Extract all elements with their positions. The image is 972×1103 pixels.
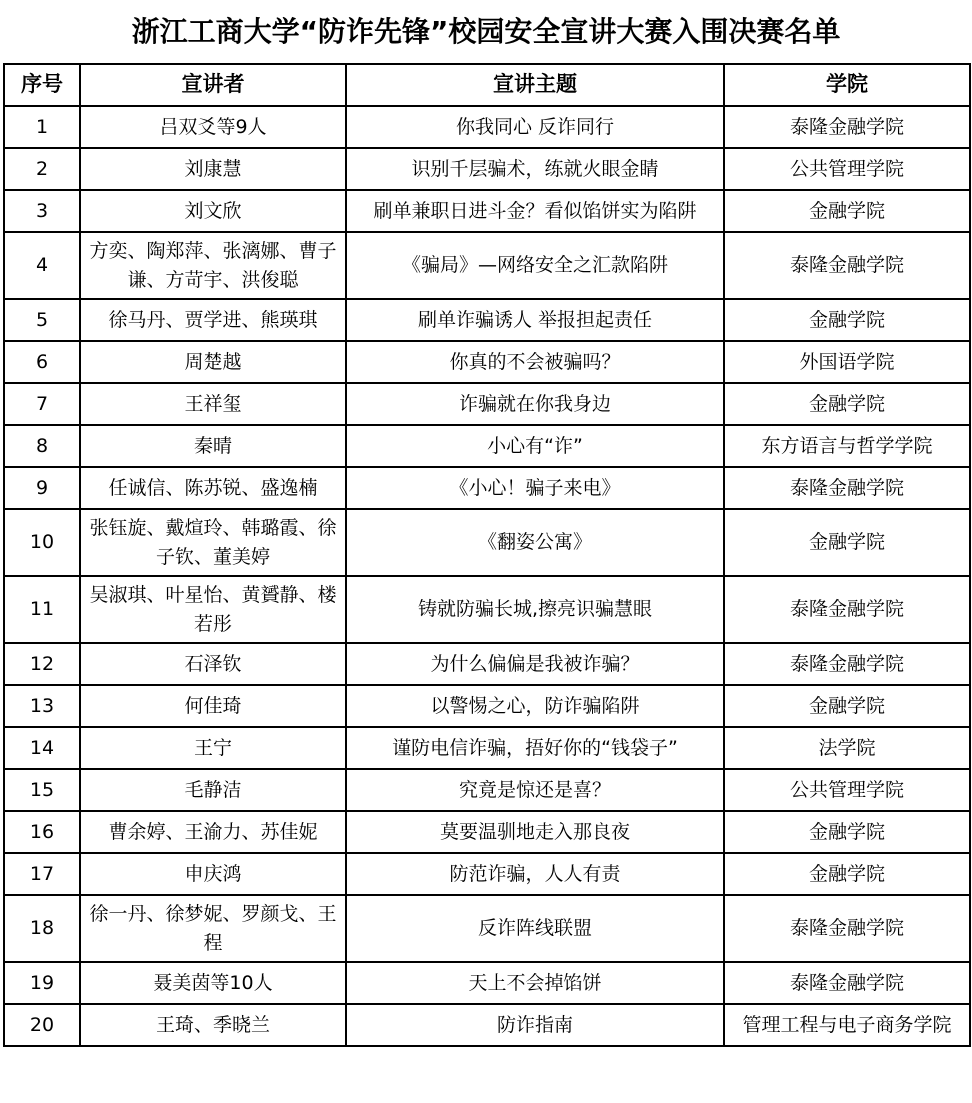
cell-speaker [80,106,346,148]
cell-college [724,383,970,425]
cell-topic-text: 谨防电信诈骗，捂好你的“钱袋子” [392,736,678,759]
cell-speaker [80,509,346,576]
cell-index [4,576,80,643]
cell-college-text: 泰隆金融学院 [789,652,904,675]
cell-index [4,106,80,148]
cell-topic [346,727,724,769]
cell-topic [346,299,724,341]
cell-speaker-text: 刘文欣 [184,199,242,222]
cell-topic [346,1004,724,1046]
cell-topic [346,643,724,685]
cell-speaker [80,727,346,769]
table-row [4,106,970,148]
cell-college-text: 管理工程与电子商务学院 [742,1013,952,1036]
cell-speaker-text: 申庆鸿 [184,862,242,885]
cell-college [724,232,970,299]
cell-topic [346,509,724,576]
cell-speaker-text: 何佳琦 [184,694,242,717]
cell-topic-text: 诈骗就在你我身边 [458,392,611,415]
cell-topic [346,962,724,1004]
cell-topic-text: 防诈指南 [496,1013,573,1036]
cell-college [724,467,970,509]
cell-college [724,685,970,727]
cell-college-text: 金融学院 [808,392,885,415]
table-row [4,383,970,425]
cell-speaker [80,232,346,299]
cell-college-text: 泰隆金融学院 [789,971,904,994]
cell-college [724,853,970,895]
cell-topic-text: 识别千层骗术，练就火眼金睛 [411,157,659,180]
table-row [4,962,970,1004]
cell-topic [346,576,724,643]
cell-topic [346,383,724,425]
cell-topic [346,148,724,190]
cell-index-text: 20 [29,1013,55,1036]
cell-topic [346,769,724,811]
cell-speaker [80,685,346,727]
cell-speaker [80,811,346,853]
cell-index-text: 14 [29,736,55,759]
finalists-table [3,63,971,1047]
cell-speaker-text: 聂美茵等10人 [153,971,273,994]
cell-topic [346,425,724,467]
cell-speaker-text: 石泽钦 [184,652,242,675]
cell-index-text: 12 [29,652,55,675]
cell-speaker-text: 曹余婷、王渝力、苏佳妮 [108,820,318,843]
cell-college-text: 金融学院 [808,862,885,885]
cell-speaker [80,853,346,895]
cell-topic [346,190,724,232]
table-row [4,811,970,853]
cell-topic [346,685,724,727]
cell-index [4,643,80,685]
cell-college [724,299,970,341]
cell-index [4,299,80,341]
cell-index-text: 3 [35,199,49,222]
cell-college [724,895,970,962]
cell-speaker-text: 徐马丹、贾学进、熊瑛琪 [108,308,318,331]
cell-index-text: 1 [35,115,49,138]
cell-topic-text: 铸就防骗长城,擦亮识骗慧眼 [417,598,653,621]
cell-college [724,1004,970,1046]
cell-index [4,148,80,190]
cell-speaker [80,299,346,341]
cell-college-text: 东方语言与哲学学院 [761,434,933,457]
cell-college-text: 金融学院 [808,820,885,843]
cell-topic [346,106,724,148]
cell-college [724,425,970,467]
cell-college [724,769,970,811]
cell-index [4,232,80,299]
table-row [4,853,970,895]
cell-speaker [80,148,346,190]
cell-speaker-text: 张钰旋、戴煊玲、韩璐霞、徐子钦、董美婷 [89,517,337,568]
cell-speaker [80,643,346,685]
cell-topic-text: 以警惕之心，防诈骗陷阱 [430,694,640,717]
cell-college-text: 公共管理学院 [789,157,904,180]
cell-topic-text: 刷单兼职日进斗金？看似馅饼实为陷阱 [373,199,697,222]
cell-index-text: 11 [29,598,55,621]
cell-index [4,769,80,811]
cell-index [4,811,80,853]
cell-index-text: 13 [29,694,55,717]
cell-index [4,425,80,467]
page-title: 浙江工商大学“防诈先锋”校园安全宣讲大赛入围决赛名单 [131,15,841,48]
cell-college-text: 泰隆金融学院 [789,598,904,621]
cell-index [4,895,80,962]
cell-speaker-text: 吴淑琪、叶星怡、黄贇静、楼若彤 [89,584,337,635]
cell-college-text: 金融学院 [808,199,885,222]
cell-index-text: 18 [29,917,55,940]
cell-index [4,727,80,769]
table-row [4,425,970,467]
table-row [4,341,970,383]
cell-speaker [80,576,346,643]
column-header-topic: 宣讲主题 [346,64,724,106]
table-row [4,148,970,190]
cell-college [724,727,970,769]
cell-college-text: 金融学院 [808,694,885,717]
cell-college-text: 公共管理学院 [789,778,904,801]
cell-speaker-text: 王琦、季晓兰 [155,1013,270,1036]
cell-speaker-text: 秦晴 [193,434,232,457]
table-row [4,299,970,341]
cell-college [724,576,970,643]
cell-topic [346,811,724,853]
cell-college-text: 金融学院 [808,531,885,554]
cell-index [4,685,80,727]
cell-speaker [80,383,346,425]
cell-speaker [80,962,346,1004]
cell-topic-text: 反诈阵线联盟 [477,917,592,940]
cell-index-text: 15 [29,778,55,801]
cell-topic-text: 莫要温驯地走入那良夜 [439,820,630,843]
cell-topic-text: 《骗局》—网络安全之汇款陷阱 [401,254,668,277]
table-header-row [4,64,970,106]
table-row [4,769,970,811]
cell-college-text: 法学院 [818,736,876,759]
cell-index [4,509,80,576]
cell-topic-text: 小心有“诈” [487,434,583,457]
cell-college-text: 金融学院 [808,308,885,331]
cell-college-text: 外国语学院 [799,350,895,373]
cell-college-text: 泰隆金融学院 [789,917,904,940]
cell-index [4,962,80,1004]
table-row [4,727,970,769]
cell-speaker-text: 方奕、陶郑萍、张漓娜、曹子谦、方苛宇、洪俊聪 [89,240,337,291]
cell-topic-text: 刷单诈骗诱人 举报担起责任 [417,308,653,331]
table-row [4,895,970,962]
cell-index [4,383,80,425]
cell-index [4,467,80,509]
cell-college-text: 泰隆金融学院 [789,254,904,277]
cell-speaker-text: 周楚越 [184,350,242,373]
cell-college [724,962,970,1004]
table-row [4,685,970,727]
cell-index-text: 2 [35,157,49,180]
cell-topic-text: 为什么偏偏是我被诈骗？ [430,652,640,675]
cell-index-text: 4 [35,254,49,277]
cell-index-text: 10 [29,531,55,554]
cell-speaker [80,190,346,232]
cell-topic [346,853,724,895]
cell-index-text: 19 [29,971,55,994]
cell-college [724,190,970,232]
cell-topic [346,895,724,962]
cell-speaker [80,341,346,383]
cell-topic [346,341,724,383]
table-row [4,467,970,509]
cell-college [724,341,970,383]
cell-topic [346,467,724,509]
cell-topic-text: 究竟是惊还是喜？ [458,778,611,801]
cell-index [4,341,80,383]
cell-topic-text: 《翻姿公寓》 [477,531,592,554]
cell-topic-text: 天上不会掉馅饼 [468,971,602,994]
table-row [4,190,970,232]
cell-speaker-text: 刘康慧 [184,157,242,180]
table-row [4,232,970,299]
column-header-college: 学院 [724,64,970,106]
cell-speaker-text: 徐一丹、徐梦妮、罗颜戈、王程 [89,903,337,954]
cell-topic-text: 《小心！骗子来电》 [449,476,621,499]
cell-index [4,853,80,895]
cell-speaker [80,895,346,962]
cell-speaker-text: 任诚信、陈苏锐、盛逸楠 [108,476,318,499]
table-row [4,643,970,685]
cell-speaker-text: 吕双爻等9人 [159,115,267,138]
cell-index-text: 9 [35,476,49,499]
cell-speaker-text: 王宁 [193,736,232,759]
cell-college-text: 泰隆金融学院 [789,476,904,499]
cell-college [724,148,970,190]
cell-index [4,1004,80,1046]
table-row [4,576,970,643]
cell-topic-text: 防范诈骗，人人有责 [449,862,621,885]
cell-speaker-text: 王祥玺 [184,392,242,415]
cell-college [724,509,970,576]
cell-topic-text: 你我同心 反诈同行 [455,115,615,138]
cell-speaker [80,769,346,811]
cell-index-text: 7 [35,392,49,415]
cell-topic [346,232,724,299]
column-header-speaker: 宣讲者 [80,64,346,106]
cell-index-text: 6 [35,350,49,373]
column-header-index: 序号 [4,64,80,106]
cell-speaker-text: 毛静洁 [184,778,242,801]
cell-speaker [80,467,346,509]
cell-college [724,106,970,148]
cell-index [4,190,80,232]
cell-index-text: 5 [35,308,49,331]
cell-topic-text: 你真的不会被骗吗？ [449,350,621,373]
cell-college [724,643,970,685]
table-row [4,509,970,576]
cell-index-text: 17 [29,862,55,885]
cell-college-text: 泰隆金融学院 [789,115,904,138]
cell-index-text: 16 [29,820,55,843]
cell-speaker [80,1004,346,1046]
cell-college [724,811,970,853]
cell-index-text: 8 [35,434,49,457]
cell-speaker [80,425,346,467]
table-row [4,1004,970,1046]
